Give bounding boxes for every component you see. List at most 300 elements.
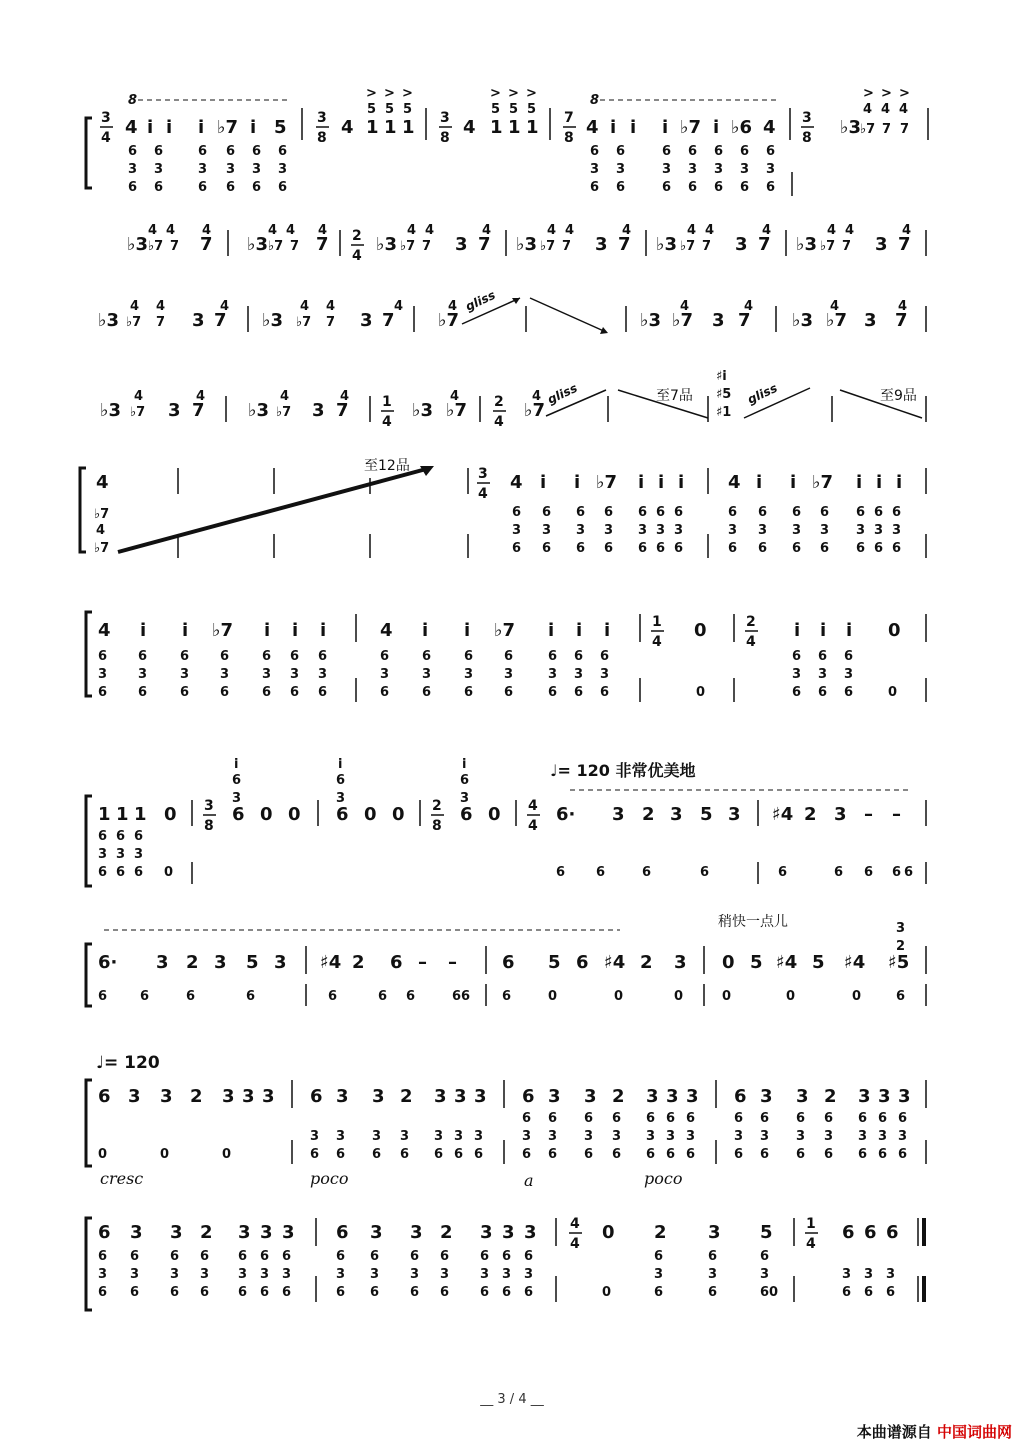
svg-text:6: 6 [440, 1249, 450, 1264]
svg-text:6: 6 [232, 773, 242, 788]
svg-text:5: 5 [760, 1222, 773, 1243]
svg-text:7: 7 [895, 310, 908, 331]
svg-text:3: 3 [898, 1129, 908, 1144]
svg-text:3: 3 [400, 1129, 410, 1144]
svg-text:♭3: ♭3 [412, 400, 434, 421]
svg-text:6: 6 [584, 1111, 594, 1126]
svg-text:4: 4 [280, 389, 290, 404]
svg-text:3: 3 [336, 1129, 346, 1144]
svg-text:♭3: ♭3 [248, 400, 270, 421]
svg-text:3: 3 [410, 1222, 423, 1243]
svg-text:6: 6 [662, 180, 672, 195]
svg-text:4: 4 [898, 299, 908, 314]
svg-text:♭3: ♭3 [656, 234, 678, 255]
svg-text:4: 4 [300, 299, 310, 314]
gliss-mark: gliss [463, 287, 498, 314]
svg-text:i: i [166, 117, 173, 138]
svg-text:>: > [366, 86, 377, 101]
svg-text:i: i [540, 472, 547, 493]
svg-text:6: 6 [548, 1147, 558, 1162]
system-2 [127, 223, 926, 264]
svg-text:4: 4 [570, 1236, 580, 1252]
source-label: 本曲谱源自 [856, 1423, 932, 1441]
svg-text:i: i [846, 620, 853, 641]
svg-text:3: 3 [220, 667, 230, 682]
time-sig: 4 [101, 130, 111, 146]
svg-text:5: 5 [548, 952, 561, 973]
svg-text:4: 4 [494, 414, 504, 430]
svg-text:3: 3 [130, 1222, 143, 1243]
svg-text:3: 3 [708, 1267, 718, 1282]
svg-text:3: 3 [802, 110, 812, 126]
svg-text:3: 3 [504, 667, 514, 682]
svg-text:3: 3 [434, 1129, 444, 1144]
svg-text:6: 6 [98, 1086, 111, 1107]
svg-text:♭7: ♭7 [438, 310, 460, 331]
svg-text:7: 7 [170, 239, 180, 254]
svg-text:3: 3 [792, 667, 802, 682]
svg-text:4: 4 [96, 472, 109, 493]
svg-text:0: 0 [722, 952, 735, 973]
svg-text:6: 6 [856, 541, 866, 556]
svg-text:♭7: ♭7 [680, 239, 696, 254]
svg-text:6: 6 [116, 865, 126, 880]
svg-text:6: 6 [548, 1111, 558, 1126]
svg-text:3: 3 [168, 400, 181, 421]
svg-text:6: 6 [522, 1147, 532, 1162]
svg-text:6: 6 [654, 1285, 664, 1300]
svg-text:1: 1 [116, 804, 129, 825]
svg-text:6: 6 [464, 685, 474, 700]
svg-text:0: 0 [888, 685, 898, 700]
svg-text:4: 4 [380, 620, 393, 641]
svg-text:2: 2 [824, 1086, 837, 1107]
svg-text:i: i [574, 472, 581, 493]
svg-text:6: 6 [502, 1285, 512, 1300]
svg-text:6: 6 [766, 180, 776, 195]
svg-text:6: 6 [170, 1285, 180, 1300]
svg-text:6: 6 [336, 1147, 346, 1162]
svg-text:3: 3 [422, 667, 432, 682]
svg-text:4: 4 [806, 1236, 816, 1252]
svg-text:♭3: ♭3 [376, 234, 398, 255]
svg-text:6: 6 [336, 773, 346, 788]
svg-text:2: 2 [440, 1222, 453, 1243]
svg-text:♭7: ♭7 [148, 239, 164, 254]
svg-text:3: 3 [474, 1086, 487, 1107]
svg-text:3: 3 [226, 162, 236, 177]
svg-text:6: 6 [864, 1222, 877, 1243]
svg-text:6: 6 [700, 865, 710, 880]
svg-text:i: i [140, 620, 147, 641]
svg-text:♭3: ♭3 [792, 310, 814, 331]
svg-text:3: 3 [464, 667, 474, 682]
svg-text:6: 6 [440, 1285, 450, 1300]
svg-text:i: i [338, 757, 343, 772]
svg-text:6: 6 [728, 541, 738, 556]
svg-text:1: 1 [384, 117, 397, 138]
svg-text:3: 3 [878, 1129, 888, 1144]
svg-text:4: 4 [125, 117, 138, 138]
svg-text:6: 6 [796, 1111, 806, 1126]
svg-text:3: 3 [502, 1222, 515, 1243]
svg-text:1: 1 [382, 394, 392, 410]
svg-text:♭7: ♭7 [268, 239, 284, 254]
svg-text:6: 6 [792, 505, 802, 520]
svg-text:7: 7 [702, 239, 712, 254]
svg-text:♭7: ♭7 [217, 117, 239, 138]
svg-text:7: 7 [738, 310, 751, 331]
svg-text:♭7: ♭7 [446, 400, 468, 421]
svg-text:0: 0 [602, 1285, 612, 1300]
svg-text:6: 6 [260, 1249, 270, 1264]
svg-text:4: 4 [166, 223, 176, 238]
svg-text:6: 6 [874, 505, 884, 520]
svg-text:4: 4 [478, 486, 488, 502]
svg-text:6: 6 [574, 649, 584, 664]
svg-text:7: 7 [898, 234, 911, 255]
svg-text:2: 2 [186, 952, 199, 973]
svg-text:6: 6 [666, 1111, 676, 1126]
svg-text:6: 6 [646, 1111, 656, 1126]
system-4 [100, 369, 926, 430]
svg-text:3: 3 [820, 523, 830, 538]
svg-text:6: 6 [740, 144, 750, 159]
svg-text:♯5: ♯5 [888, 952, 910, 973]
svg-text:–: – [892, 804, 901, 825]
svg-text:3: 3 [156, 952, 169, 973]
svg-text:6: 6 [278, 180, 288, 195]
svg-text:4: 4 [762, 223, 772, 238]
svg-text:3: 3 [282, 1222, 295, 1243]
svg-text:6: 6 [512, 541, 522, 556]
svg-text:6: 6 [584, 1147, 594, 1162]
svg-text:7: 7 [192, 400, 205, 421]
svg-text:6: 6 [576, 505, 586, 520]
svg-text:6: 6 [576, 541, 586, 556]
svg-text:6: 6 [616, 144, 626, 159]
svg-text:3: 3 [336, 791, 346, 806]
svg-text:3: 3 [154, 162, 164, 177]
svg-text:4: 4 [156, 299, 166, 314]
svg-text:6: 6 [656, 505, 666, 520]
svg-text:3: 3 [260, 1267, 270, 1282]
fret-7-label: 至7品 [656, 388, 693, 404]
svg-text:i: i [548, 620, 555, 641]
svg-text:3: 3 [612, 1129, 622, 1144]
svg-text:6: 6 [198, 180, 208, 195]
svg-text:3: 3 [380, 667, 390, 682]
svg-text:3: 3 [670, 804, 683, 825]
svg-text:6: 6 [98, 829, 108, 844]
svg-text:6: 6 [858, 1147, 868, 1162]
svg-text:0: 0 [548, 989, 558, 1004]
svg-text:6: 6 [646, 1147, 656, 1162]
svg-text:3: 3 [138, 667, 148, 682]
svg-text:3: 3 [654, 1267, 664, 1282]
svg-text:♭3: ♭3 [516, 234, 538, 255]
svg-text:6: 6 [502, 952, 515, 973]
svg-text:3: 3 [480, 1222, 493, 1243]
svg-text:6·: 6· [556, 804, 576, 825]
dynamic-cresc: cresc [100, 1169, 144, 1188]
svg-text:3: 3 [460, 791, 470, 806]
svg-text:3: 3 [180, 667, 190, 682]
svg-text:6: 6 [460, 804, 473, 825]
svg-text:6: 6 [180, 685, 190, 700]
svg-text:6: 6 [252, 144, 262, 159]
svg-text:♭7: ♭7 [212, 620, 234, 641]
tempo-change: 稍快一点儿 [718, 914, 788, 930]
svg-text:♭3: ♭3 [840, 117, 862, 138]
svg-text:i: i [462, 757, 467, 772]
svg-text:1: 1 [806, 1216, 816, 1232]
svg-text:3: 3 [317, 110, 327, 126]
svg-text:6: 6 [380, 685, 390, 700]
svg-text:♯4: ♯4 [776, 952, 798, 973]
svg-text:2: 2 [432, 798, 442, 814]
svg-text:3: 3 [875, 234, 888, 255]
svg-text:3: 3 [595, 234, 608, 255]
svg-text:2: 2 [804, 804, 817, 825]
svg-text:3: 3 [576, 523, 586, 538]
svg-text:5: 5 [403, 102, 413, 117]
svg-text:7: 7 [842, 239, 852, 254]
svg-text:3: 3 [796, 1086, 809, 1107]
svg-text:0: 0 [694, 620, 707, 641]
svg-text:5: 5 [274, 117, 287, 138]
svg-text:3: 3 [502, 1267, 512, 1282]
tempo-marking-2: ♩= 120 [96, 1053, 160, 1073]
svg-text:6: 6 [336, 804, 349, 825]
svg-text:4: 4 [528, 798, 538, 814]
svg-text:i: i [604, 620, 611, 641]
svg-text:6: 6 [576, 952, 589, 973]
svg-text:4: 4 [341, 117, 354, 138]
system-1 [86, 86, 928, 196]
svg-text:66: 66 [452, 989, 471, 1004]
svg-text:1: 1 [490, 117, 503, 138]
svg-text:6: 6 [138, 685, 148, 700]
svg-text:0: 0 [164, 865, 174, 880]
svg-text:4: 4 [744, 299, 754, 314]
svg-text:4: 4 [845, 223, 855, 238]
svg-text:3: 3 [818, 667, 828, 682]
svg-text:6: 6 [758, 541, 768, 556]
svg-text:i: i [264, 620, 271, 641]
svg-text:i: i [292, 620, 299, 641]
svg-text:6: 6 [246, 989, 256, 1004]
svg-text:3: 3 [454, 1129, 464, 1144]
svg-text:3: 3 [600, 667, 610, 682]
svg-text:♭7: ♭7 [672, 310, 694, 331]
svg-text:6: 6 [318, 649, 328, 664]
svg-text:i: i [876, 472, 883, 493]
ottava-mark: 8 [128, 93, 138, 108]
svg-text:4: 4 [547, 223, 557, 238]
svg-text:6: 6 [170, 1249, 180, 1264]
svg-text:6: 6 [734, 1086, 747, 1107]
svg-text:6: 6 [522, 1086, 535, 1107]
dynamic-a: a [524, 1171, 534, 1190]
svg-text:2: 2 [746, 614, 756, 630]
svg-text:0: 0 [614, 989, 624, 1004]
svg-text:6: 6 [318, 685, 328, 700]
svg-text:6: 6 [590, 180, 600, 195]
svg-text:4: 4 [482, 223, 492, 238]
svg-text:6: 6 [556, 865, 566, 880]
svg-text:6: 6 [892, 541, 902, 556]
svg-text:6: 6 [134, 829, 144, 844]
svg-text:6: 6 [454, 1147, 464, 1162]
svg-text:3: 3 [856, 523, 866, 538]
svg-text:4: 4 [881, 102, 891, 117]
svg-text:6: 6 [512, 505, 522, 520]
svg-text:♭7: ♭7 [494, 620, 516, 641]
svg-text:3: 3 [290, 667, 300, 682]
svg-text:6: 6 [422, 649, 432, 664]
svg-text:6: 6 [864, 865, 874, 880]
svg-text:i: i [678, 472, 685, 493]
svg-text:6: 6 [638, 541, 648, 556]
svg-text:6: 6 [842, 1285, 852, 1300]
svg-text:6: 6 [792, 685, 802, 700]
svg-text:3: 3 [792, 523, 802, 538]
svg-text:4: 4 [746, 634, 756, 650]
svg-text:6: 6 [612, 1147, 622, 1162]
system-9 [86, 1053, 926, 1190]
svg-text:1: 1 [134, 804, 147, 825]
svg-text:3: 3 [522, 1129, 532, 1144]
svg-text:6: 6 [198, 144, 208, 159]
svg-text:2: 2 [642, 804, 655, 825]
svg-text:3: 3 [170, 1267, 180, 1282]
svg-text:8: 8 [564, 130, 574, 146]
svg-text:0: 0 [160, 1147, 170, 1162]
svg-text:6: 6 [262, 685, 272, 700]
svg-text:3: 3 [842, 1267, 852, 1282]
svg-text:♭7: ♭7 [126, 315, 142, 330]
svg-text:6: 6 [898, 1111, 908, 1126]
svg-text:6: 6 [760, 1147, 770, 1162]
svg-text:i: i [658, 472, 665, 493]
svg-text:6: 6 [666, 1147, 676, 1162]
svg-text:6: 6 [834, 865, 844, 880]
svg-text:i: i [638, 472, 645, 493]
svg-text:6: 6 [200, 1285, 210, 1300]
svg-text:3: 3 [98, 667, 108, 682]
svg-text:2: 2 [200, 1222, 213, 1243]
svg-text:6: 6 [542, 541, 552, 556]
svg-text:4: 4 [134, 389, 144, 404]
svg-text:6: 6 [792, 541, 802, 556]
svg-text:3: 3 [740, 162, 750, 177]
svg-text:0: 0 [602, 1222, 615, 1243]
svg-text:6: 6 [844, 649, 854, 664]
svg-text:6: 6 [282, 1285, 292, 1300]
svg-text:7: 7 [564, 110, 574, 126]
svg-text:3: 3 [864, 1267, 874, 1282]
svg-text:5: 5 [509, 102, 519, 117]
svg-text:3: 3 [454, 1086, 467, 1107]
svg-text:6: 6 [858, 1111, 868, 1126]
svg-text:6: 6 [328, 989, 338, 1004]
svg-text:6: 6 [238, 1285, 248, 1300]
svg-text:3: 3 [590, 162, 600, 177]
svg-text:♭7: ♭7 [680, 117, 702, 138]
svg-text:3: 3 [214, 952, 227, 973]
svg-text:3: 3 [128, 1086, 141, 1107]
svg-text:3: 3 [824, 1129, 834, 1144]
svg-text:i: i [422, 620, 429, 641]
svg-text:3: 3 [274, 952, 287, 973]
svg-text:7: 7 [326, 315, 336, 330]
svg-text:6: 6 [130, 1249, 140, 1264]
svg-text:7: 7 [316, 234, 329, 255]
svg-text:5: 5 [367, 102, 377, 117]
svg-text:>: > [526, 86, 537, 101]
svg-text:6: 6 [734, 1111, 744, 1126]
svg-text:6: 6 [422, 685, 432, 700]
svg-text:3: 3 [708, 1222, 721, 1243]
svg-text:3: 3 [728, 804, 741, 825]
svg-text:2: 2 [612, 1086, 625, 1107]
svg-text:3: 3 [728, 523, 738, 538]
svg-text:♭7: ♭7 [596, 472, 618, 493]
svg-text:4: 4 [763, 117, 776, 138]
svg-text:8: 8 [317, 130, 327, 146]
svg-text:3: 3 [674, 952, 687, 973]
svg-text:3: 3 [310, 1129, 320, 1144]
svg-text:♭7: ♭7 [860, 122, 876, 137]
svg-text:3: 3 [542, 523, 552, 538]
svg-text:6: 6 [688, 144, 698, 159]
svg-text:6: 6 [154, 144, 164, 159]
svg-text:3: 3 [686, 1129, 696, 1144]
svg-text:6: 6 [98, 865, 108, 880]
svg-text:6: 6 [818, 685, 828, 700]
svg-text:3: 3 [512, 523, 522, 538]
svg-text:3: 3 [646, 1086, 659, 1107]
svg-text:3: 3 [878, 1086, 891, 1107]
svg-text:6: 6 [824, 1111, 834, 1126]
svg-text:3: 3 [760, 1129, 770, 1144]
svg-text:1: 1 [366, 117, 379, 138]
svg-text:4: 4 [586, 117, 599, 138]
svg-text:♭7: ♭7 [94, 541, 110, 556]
svg-text:3: 3 [612, 804, 625, 825]
svg-text:4: 4 [463, 117, 476, 138]
svg-text:6: 6 [874, 541, 884, 556]
svg-text:6: 6 [502, 989, 512, 1004]
svg-text:6: 6 [226, 144, 236, 159]
svg-text:3: 3 [735, 234, 748, 255]
svg-text:>: > [508, 86, 519, 101]
svg-text:♭3: ♭3 [127, 234, 149, 255]
svg-text:3: 3 [886, 1267, 896, 1282]
source-site-link[interactable]: 中国词曲网 [936, 1423, 1012, 1441]
svg-text:6: 6 [524, 1285, 534, 1300]
svg-text:4: 4 [622, 223, 632, 238]
svg-text:6: 6 [310, 1086, 323, 1107]
svg-text:6: 6 [372, 1147, 382, 1162]
svg-text:6: 6 [662, 144, 672, 159]
svg-text:4: 4 [394, 299, 404, 314]
svg-text:3: 3 [714, 162, 724, 177]
svg-text:i: i [856, 472, 863, 493]
svg-text:2: 2 [494, 394, 504, 410]
svg-text:3: 3 [238, 1267, 248, 1282]
